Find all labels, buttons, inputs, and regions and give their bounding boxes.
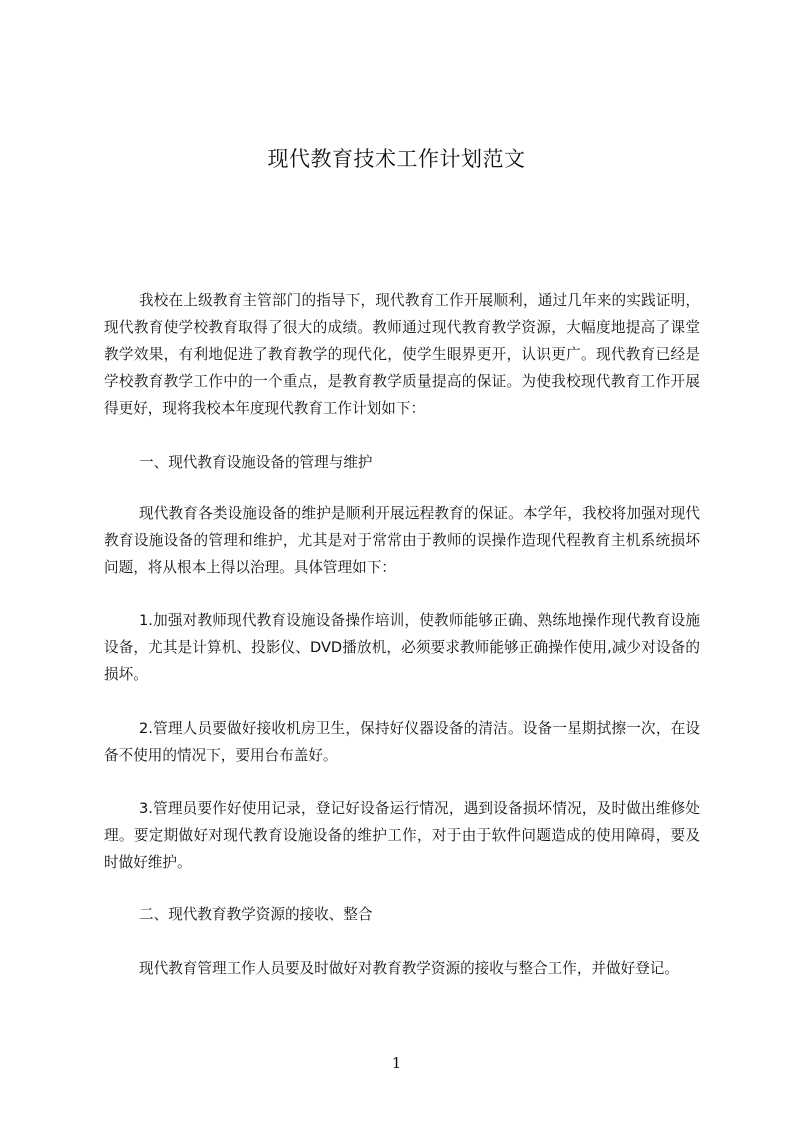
- section-2-paragraph: 现代教育管理工作人员要及时做好对教育教学资源的接收与整合工作，并做好登记。: [139, 960, 679, 977]
- section-1-item-3: 3.管理员要作好使用记录，登记好设备运行情况，遇到设备损坏情况，及时做出维修处理。要定期做好对现代教育设施设备的维护工作，对于由于软件问题造成的使用障碍，要及时做好维护。: [104, 800, 700, 871]
- section-1-paragraph: 现代教育各类设施设备的维护是顺利开展远程教育的保证。本学年，我校将加强对现代教育设施设备的管理和维护，尤其是对于常常由于教师的误操作造现代程教育主机系统损坏问题，将从根本上得以治理。具体管理如下：: [104, 505, 700, 576]
- section-1-item-2: 2.管理人员要做好接收机房卫生，保持好仪器设备的清洁。设备一星期拭擦一次，在设备不使用的情况下，要用台布盖好。: [104, 720, 700, 764]
- section-1-item-1: 1.加强对教师现代教育设施设备操作培训，使教师能够正确、熟练地操作现代教育设施设备，尤其是计算机、投影仪、DVD播放机，必须要求教师能够正确操作使用,减少对设备的损坏。: [104, 612, 700, 683]
- section-heading-1: 一、现代教育设施设备的管理与维护: [139, 454, 373, 471]
- page-number: 1: [391, 1054, 402, 1072]
- document-title: 现代教育技术工作计划范文: [267, 147, 526, 171]
- section-heading-2: 二、现代教育教学资源的接收、整合: [139, 906, 373, 923]
- intro-paragraph: 我校在上级教育主管部门的指导下，现代教育工作开展顺利，通过几年来的实践证明，现代教育使学校教育取得了很大的成绩。教师通过现代教育教学资源，大幅度地提高了课堂教学效果，有利地促进了教育教学的现代化，使学生眼界更开，认识更广。现代教育已经是学校教育教学工作中的一个重点，是教育教学质量提高的保证。为使我校现代教育工作开展得更好，现将我校本年度现代教育工作计划如下：: [104, 292, 700, 417]
